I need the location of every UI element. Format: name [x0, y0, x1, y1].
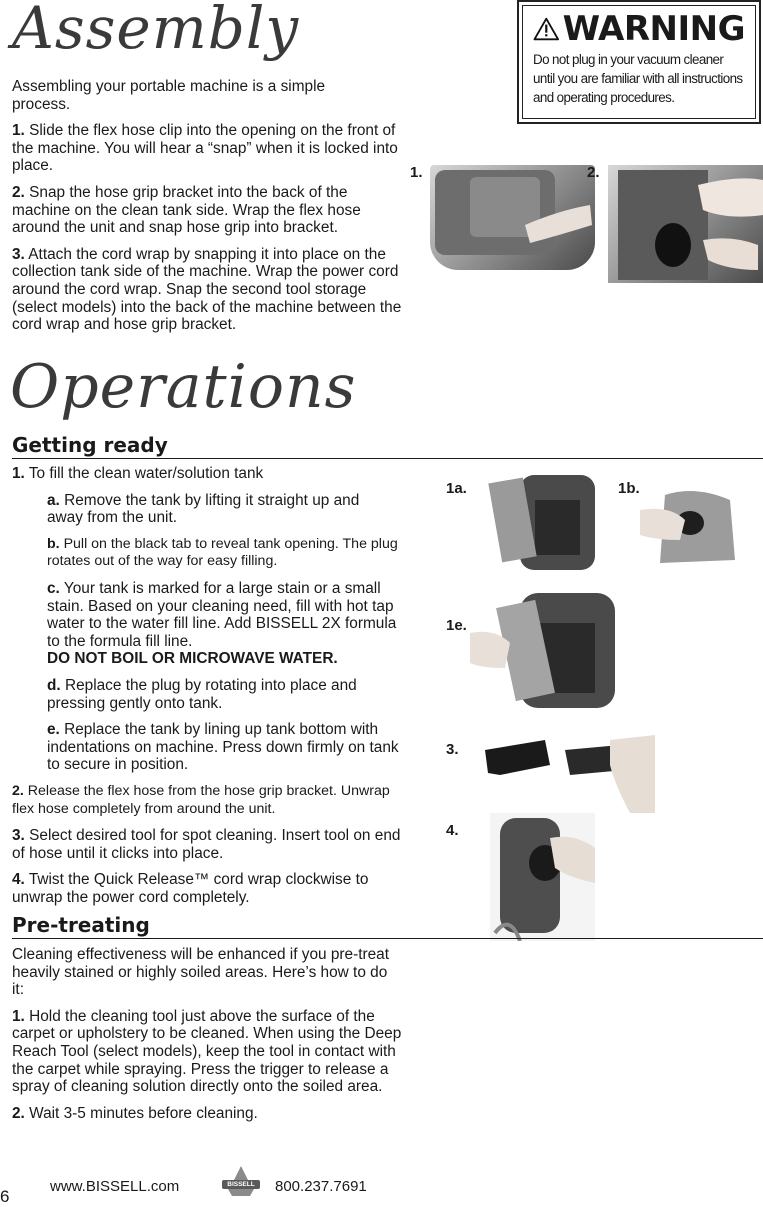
pre-treating-intro: Cleaning effectiveness will be enhanced if you pre-treat heavily stained or highly soiled areas. Here’s how to do it: — [12, 946, 390, 999]
figure-label-2: 2. — [587, 164, 600, 181]
page-number: 6 — [0, 1187, 10, 1206]
substep-b: b. Pull on the black tab to reveal tank opening. The plug rotates out of the way for easy filling. — [47, 535, 398, 570]
pre-treating-step-2: 2. Wait 3-5 minutes before cleaning. — [12, 1104, 258, 1122]
getting-ready-step-1: 1. To fill the clean water/solution tank — [12, 465, 264, 482]
substep-c: c. Your tank is marked for a large stain or a small stain. Based on your cleaning need, fill with hot tap water to the water fill line. Add BISSELL 2X formula to the formula fill line. DO NOT BOIL OR MICROWAVE WATER. — [47, 579, 397, 668]
assembly-step-2: 2. Snap the hose grip bracket into the back of the machine on the clean tank side. Wrap the flex hose around the unit and snap hose grip into bracket. — [12, 183, 361, 237]
figure-label-1a: 1a. — [446, 480, 467, 497]
figure-photo-1b — [640, 485, 740, 567]
figure-photo-1e — [470, 588, 620, 713]
assembly-title: Assembly — [12, 0, 300, 62]
getting-ready-heading: Getting ready — [12, 433, 763, 459]
warning-triangle-icon — [533, 13, 560, 45]
figure-label-4: 4. — [446, 822, 459, 839]
pre-treating-text — [12, 946, 407, 1131]
getting-ready-text — [12, 465, 407, 915]
assembly-step-1: 1. Slide the flex hose clip into the opening on the front of the machine. You will hear a “snap” when it is locked into place. — [12, 122, 398, 175]
warning-text: Do not plug in your vacuum cleaner until you are familiar with all instructions and operating procedures. — [533, 52, 743, 105]
pre-treating-step-1: 1. Hold the cleaning tool just above the surface of the carpet or upholstery to be cleaned. When using the Deep Reach Tool (select models), keep the tool in contact with the carpet while spraying. Press the trigger to release a spray of cleaning solution directly onto the soiled area. — [12, 1007, 402, 1096]
getting-ready-step-4: 4. Twist the Quick Release™ cord wrap clockwise to unwrap the power cord completely. — [12, 871, 369, 906]
footer-phone: 800.237.7691 — [275, 1178, 367, 1195]
bissell-logo — [220, 1166, 262, 1196]
substep-d: d. Replace the plug by rotating into place and pressing gently onto tank. — [47, 676, 357, 712]
no-boil-warning: DO NOT BOIL OR MICROWAVE WATER. — [47, 650, 338, 668]
substep-a: a. Remove the tank by lifting it straight up and away from the unit. — [47, 491, 360, 527]
figure-label-1e: 1e. — [446, 617, 467, 634]
figure-label-1: 1. — [410, 164, 423, 181]
assembly-text — [12, 78, 407, 343]
figure-photo-1a — [475, 470, 600, 570]
operations-title: Operations — [10, 352, 357, 422]
figure-label-3: 3. — [446, 741, 459, 758]
pre-treating-heading: Pre-treating — [12, 913, 763, 939]
getting-ready-step-2: 2. Release the flex hose from the hose grip bracket. Unwrap flex hose completely from around the unit. — [12, 782, 390, 817]
assembly-intro: Assembling your portable machine is a simple process. — [12, 78, 326, 113]
assembly-step-3: 3. Attach the cord wrap by snapping it into place on the collection tank side of the machine. Wrap the power cord around the cord wrap. Snap the second tool storage (select models) into the back of the machine between the cord wrap and hose grip bracket. — [12, 245, 402, 334]
warning-title: WARNING — [533, 10, 745, 48]
bissell-logo-text: BISSELL — [227, 1181, 255, 1188]
figure-photo-3 — [480, 735, 655, 813]
substep-e: e. Replace the tank by lining up tank bottom with indentations on machine. Press down firmly on tank to secure in position. — [47, 721, 399, 774]
figure-photo-1 — [430, 165, 595, 270]
getting-ready-step-3: 3. Select desired tool for spot cleaning. Insert tool on end of hose until it clicks into place. — [12, 827, 401, 862]
figure-label-1b: 1b. — [618, 480, 640, 497]
figure-photo-2 — [608, 165, 763, 283]
warning-box — [517, 0, 761, 124]
footer-website: www.BISSELL.com — [50, 1178, 180, 1195]
